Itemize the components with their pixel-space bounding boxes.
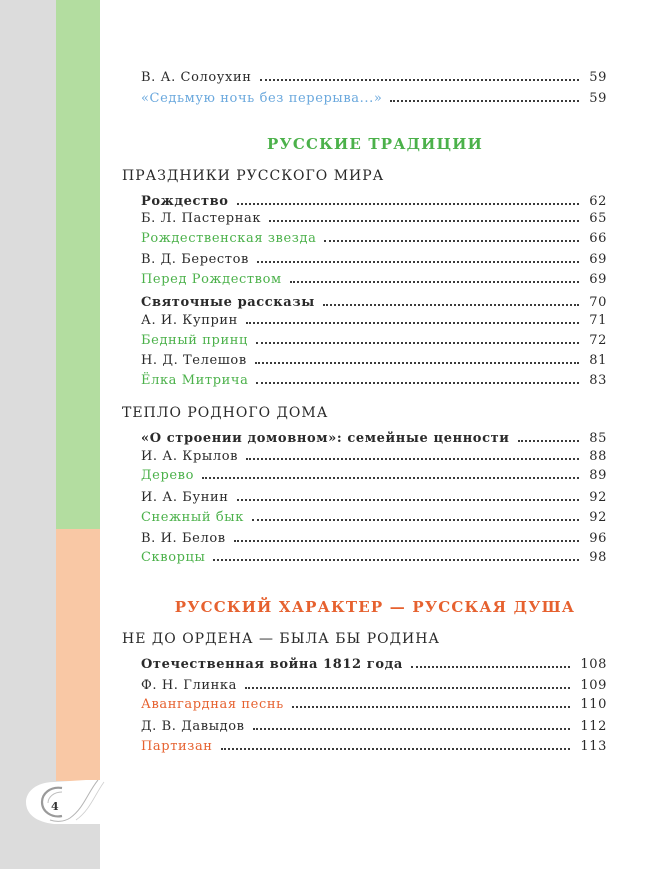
entry-title: Н. Д. Телешов xyxy=(141,353,247,368)
entry-title: И. А. Бунин xyxy=(141,490,229,505)
toc-entry-author[interactable] xyxy=(141,716,607,734)
toc-entry-author[interactable] xyxy=(141,67,607,85)
entry-title: Бедный принц xyxy=(141,333,248,348)
entry-page: 88 xyxy=(589,449,607,464)
entry-page: 83 xyxy=(589,373,607,388)
dot-leader xyxy=(390,88,579,102)
page-number-swirl-icon xyxy=(26,780,106,826)
entry-page: 85 xyxy=(589,431,607,446)
section-title: РУССКИЙ ХАРАКТЕР — РУССКАЯ ДУША xyxy=(174,598,576,616)
entry-page: 66 xyxy=(589,231,607,246)
entry-title: Ф. Н. Глинка xyxy=(141,678,237,693)
dot-leader xyxy=(202,465,579,479)
dot-leader xyxy=(213,547,579,561)
entry-page: 70 xyxy=(589,295,607,310)
subsection-title: НЕ ДО ОРДЕНА — БЫЛА БЫ РОДИНА xyxy=(122,631,441,647)
entry-page: 59 xyxy=(589,91,607,106)
entry-page: 96 xyxy=(589,531,607,546)
toc-entry-author[interactable] xyxy=(141,528,607,546)
entry-page: 62 xyxy=(589,194,607,209)
entry-title: Рождественская звезда xyxy=(141,231,317,246)
dot-leader xyxy=(256,370,579,384)
entry-title: Д. В. Давыдов xyxy=(141,719,245,734)
toc-entry-author[interactable] xyxy=(141,310,607,328)
toc-entry-work[interactable] xyxy=(141,547,607,565)
entry-page: 69 xyxy=(589,272,607,287)
dot-leader xyxy=(260,67,580,81)
toc-entry-work[interactable] xyxy=(141,228,607,246)
entry-title: Святочные рассказы xyxy=(141,295,315,310)
entry-page: 69 xyxy=(589,252,607,267)
toc-entry-author[interactable] xyxy=(141,350,607,368)
entry-page: 65 xyxy=(589,211,607,226)
page-number: 4 xyxy=(51,800,59,813)
entry-title: Снежный бык xyxy=(141,510,244,525)
dot-leader xyxy=(246,310,579,324)
entry-title: Рождество xyxy=(141,194,229,209)
dot-leader xyxy=(246,446,579,460)
entry-title: Отечественная война 1812 года xyxy=(141,657,403,672)
dot-leader xyxy=(518,428,580,442)
dot-leader xyxy=(221,736,571,750)
subsection-title: ТЕПЛО РОДНОГО ДОМА xyxy=(122,405,329,421)
toc-entry-work[interactable] xyxy=(141,507,607,525)
entry-title: В. Д. Берестов xyxy=(141,252,249,267)
entry-page: 81 xyxy=(589,353,607,368)
entry-page: 112 xyxy=(580,719,607,734)
dot-leader xyxy=(237,191,580,205)
subsection-title: ПРАЗДНИКИ РУССКОГО МИРА xyxy=(122,168,385,184)
entry-page: 59 xyxy=(589,70,607,85)
toc-entry-work[interactable] xyxy=(141,736,607,754)
entry-title: «Седьмую ночь без перерыва...» xyxy=(141,91,383,106)
dot-leader xyxy=(253,716,571,730)
dot-leader xyxy=(411,654,570,668)
toc-entry-author[interactable] xyxy=(141,249,607,267)
entry-page: 89 xyxy=(589,468,607,483)
entry-title: Дерево xyxy=(141,468,195,483)
dot-leader xyxy=(257,249,579,263)
section-stripe-green xyxy=(56,0,100,529)
entry-page: 109 xyxy=(580,678,607,693)
entry-title: А. И. Куприн xyxy=(141,313,238,328)
entry-page: 108 xyxy=(580,657,607,672)
section-title: РУССКИЕ ТРАДИЦИИ xyxy=(266,135,483,153)
toc-entry-work[interactable] xyxy=(141,330,607,348)
entry-page: 71 xyxy=(589,313,607,328)
entry-page: 98 xyxy=(589,550,607,565)
dot-leader xyxy=(292,694,571,708)
entry-page: 110 xyxy=(580,697,607,712)
entry-page: 92 xyxy=(589,490,607,505)
dot-leader xyxy=(255,350,579,364)
entry-title: «О строении домовном»: семейные ценности xyxy=(141,431,510,446)
section-stripe-peach xyxy=(56,529,100,781)
entry-title: Авангардная песнь xyxy=(141,697,284,712)
dot-leader xyxy=(290,269,580,283)
dot-leader xyxy=(237,487,580,501)
toc-entry-work[interactable] xyxy=(141,370,607,388)
dot-leader xyxy=(245,675,570,689)
toc-entry-work[interactable] xyxy=(141,269,607,287)
toc-entry-work[interactable] xyxy=(141,88,607,106)
toc-entry-work[interactable] xyxy=(141,465,607,483)
dot-leader xyxy=(323,292,579,306)
entry-title: Ёлка Митрича xyxy=(141,373,249,388)
dot-leader xyxy=(269,208,579,222)
entry-page: 72 xyxy=(589,333,607,348)
toc-entry-author[interactable] xyxy=(141,208,607,226)
toc-entry-work[interactable] xyxy=(141,694,607,712)
toc-entry-author[interactable] xyxy=(141,446,607,464)
toc-entry-topic[interactable] xyxy=(141,654,607,672)
entry-title: В. А. Солоухин xyxy=(141,70,252,85)
page-margin-gray xyxy=(0,0,56,869)
entry-title: И. А. Крылов xyxy=(141,449,239,464)
toc-entry-author[interactable] xyxy=(141,487,607,505)
entry-page: 92 xyxy=(589,510,607,525)
dot-leader xyxy=(234,528,580,542)
entry-title: Партизан xyxy=(141,739,213,754)
toc-entry-topic[interactable] xyxy=(141,428,607,446)
entry-page: 113 xyxy=(580,739,607,754)
dot-leader xyxy=(256,330,579,344)
dot-leader xyxy=(324,228,579,242)
toc-entry-topic[interactable] xyxy=(141,292,607,310)
entry-title: Скворцы xyxy=(141,550,206,565)
entry-title: Б. Л. Пастернак xyxy=(141,211,262,226)
dot-leader xyxy=(252,507,579,521)
entry-title: В. И. Белов xyxy=(141,531,226,546)
toc-entry-author[interactable] xyxy=(141,675,607,693)
entry-title: Перед Рождеством xyxy=(141,272,282,287)
toc-entry-topic[interactable] xyxy=(141,191,607,209)
